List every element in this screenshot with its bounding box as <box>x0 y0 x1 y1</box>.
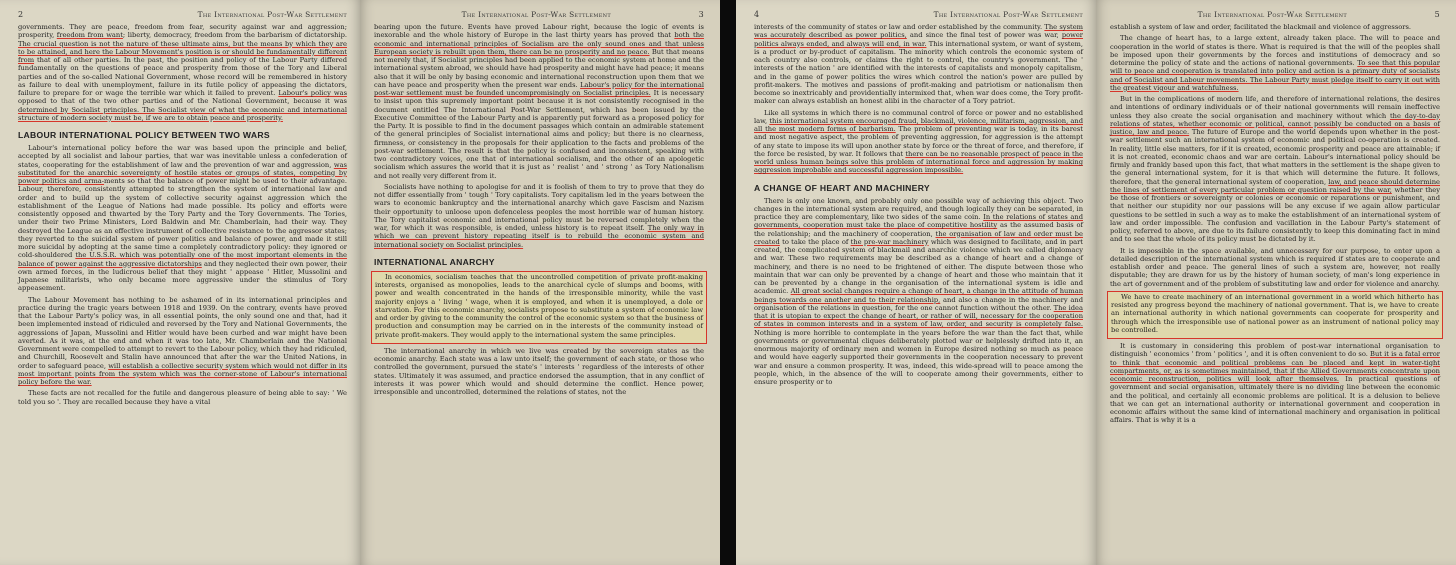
paragraph <box>754 197 1083 387</box>
paragraph <box>374 347 704 397</box>
text-run: ; liberty, democracy, freedom from the barbarism of dictatorship. <box>122 31 348 40</box>
text-run: It is impossible in the space available, and unnecessary for our purpose, to enter upon a detailed description of the international system which is required if states are to cooperate and establish order and peace. The general lines of such a system are, however, not really disputable; they are drawn for us by the history of human society, of man's long experience in the art of government and of the problem of substituting law and order for violence and anarchy. <box>1110 246 1440 288</box>
underlined-text: there can be no reasonable prospect of peace in the world unless human beings solve this problem of international force and aggression by making aggression improbable and successful aggression impossible. <box>754 149 1083 175</box>
underlined-text: will establish a collective security system which would not differ in its most important points from the system which was the corner-stone of Labour's international policy before the war. <box>18 361 347 386</box>
text-run: as the assumed basis of the relationship; and the machinery of cooperation, <box>754 221 1083 238</box>
left-spread <box>0 0 720 565</box>
page-4 <box>736 0 1096 565</box>
running-title: The International Post-War Settlement <box>1197 10 1347 19</box>
text-run: In economics, socialism teaches that the uncontrolled competition of private profit-making interests, organised as monopolies, leads to the anarchical cycle of slumps and booms, with power and wealth concentrated in the hands of the irresponsible minority, while the vast majority enjoys a ' living ' wage, when it is employed, and when it is unemployed, a dole or starvation. For this economic anarchy, socialists propose to substitute a system of economic law and order by giving to the community the control of the economic system so that the business of production and consumption may be carried on in the interests of the community instead of private profit-makers. They would apply to the international system the same principles. <box>375 272 704 339</box>
page-2 <box>0 0 360 565</box>
text-run: which was designed to facilitate, and in part created, the complicated system of blackmail and anarchic violence which we called diplomacy and war. These two requirements may be described as a change of heart and a change of machinery, and there is no need to be frightened of either. The dispute between those who maintain that war can only be prevented by a change of heart and those who maintain that it can be prevented by a change in the organisation of the international system is idle and academic. <box>754 237 1083 296</box>
paragraph <box>18 389 347 406</box>
running-head <box>18 10 347 19</box>
text-run: establish a system of law and order, facilitated the blackmail and violence of aggressors. <box>1110 23 1412 31</box>
underlined-text: To see that this popular will to peace and cooperation is translated into policy and action is a primary duty of socialists and of Socialist and Labour movements. The Labour Party must pledge itself to carry it out with the greatest vigour and watchfulness. <box>1110 59 1440 92</box>
highlighted-passage <box>1107 291 1443 339</box>
paragraph <box>1110 23 1440 31</box>
text-run: and also a change in the machinery and organisation of the relations in question, for the one cannot function without the other. <box>754 295 1083 312</box>
underlined-text: the U.S.S.R. which was potentially one of the most important elements in the balance of power against the aggressive dictatorships <box>18 251 348 268</box>
running-head <box>1110 10 1440 19</box>
running-head <box>374 10 704 19</box>
text-run: The problem of preventing war is today, in its barest and most negative aspect, the problem of preventing aggression, for aggression is the attempt of any state to impose its will upon another state by force or the threat of force, and therefore, if the force be resisted, by war. It follows that <box>754 125 1083 158</box>
running-title: The International Post-War Settlement <box>933 10 1083 19</box>
text-run: governments. They are peace, freedom from fear, security against war and aggression; prosperity, <box>18 23 347 40</box>
text-run: We have to create machinery of an international government in a world which hitherto has resisted any progress beyond the machinery of national government. That is, we have to create an international authority in which national governments can cooperate for prosperity and through which the irresponsible use of national power as an instrument of national policy may be controlled. <box>1111 292 1439 334</box>
section-heading: INTERNATIONAL ANARCHY <box>374 256 495 267</box>
text-run: and they neglected their own power, their own armed forces, in the ludicrous belief that they might ' appease ' Hitler, Mussolini and Japanese militarists, who only became more aggressive under the stimulus of Tory appeasement. <box>18 259 347 293</box>
paragraph <box>1111 293 1439 334</box>
text-run: The future of Europe and the world depends upon whether in the post-war settlement such an international system of economic and political co-operation is created. In reality, little else matters, for if it is created, economic prosperity and peace are attainable; if it is not created, economic chaos and war are certain. Labour's international policy should be firmly and frankly based upon this fact, that what matters in the settlement is the shape given to the general international system, for it is that which will determine the future. It follows, therefore, that the general international system of cooperation, <box>1110 128 1440 186</box>
text-run: and since the final test of power was war, <box>906 31 1062 40</box>
underlined-text: All great social changes require a change of heart, a change in the attitude of human beings towards one another and to their relationship, <box>754 287 1083 304</box>
underlined-text: The system was accurately described as power politics, <box>754 23 1083 40</box>
text-run: ments so that the balance of power might be used to their advantage. Labour, therefore, consistently attempted to strengthen the system of international law and order and to build up the system of collective security against aggression which the establishment of the League of Nations had made possible. Its policy and efforts were consistently opposed and thwarted by the Tory Party and the Tory Governments. The Tories, under their two Prime Ministers, Lord Baldwin and Mr. Chamberlain, had their way. They destroyed the League as an effective instrument of collective resistance to the aggressor states; they reverted to the suicidal system of power politics and balance of power, and made it still more suicidal by adopting at the same time a completely contradictory policy: they ignored or cold-shouldered <box>18 177 347 260</box>
text-run: opposed to that of the two other parties and of the National Government, because it was <box>18 97 347 106</box>
page-number: 3 <box>698 10 704 19</box>
paragraph <box>1110 247 1440 288</box>
text-run: bearing upon the future. Events have proved Labour right, because the logic of events is inexorable and the whole history of Europe in the last thirty years has proved that <box>374 23 704 40</box>
paragraph <box>18 296 347 387</box>
text-run: But in the complications of modern life, and therefore of international relations, the desires and intentions of ordinary individuals or of their national governments will remain ineffective unless they also create the social organisation and machinery without which <box>1110 95 1440 120</box>
underlined-text: The crucial question is not the nature of these ultimate aims, but the means by which they are to be attained, and here the Labour Movement's position is or should be fundamentally different from <box>18 39 347 64</box>
text-run: This international system, or want of system, is a product or by-product of capitalism. The minority which controls the economic system of each country also controls, or claims the right to control, the country's government. The ' interests of the nation ' are identified with the interests of capitalists and monopoly capitalism, and in the game of power politics the wires which control the nation's power are pulled by profit-makers. The motives and passions of profit-making and patriotism or nationalism then become so inextricably and providentially intermixed that, when war does come, the Tory profit-maker can always establish an honest alibi in the character of a Tory patriot. <box>754 39 1084 106</box>
right-spread <box>736 0 1456 565</box>
text-run: But that means not merely that, if Socialist principles had been applied to the economic system at home and the international system abroad, we should have had prosperity and might have had peace; it means also that it will be only by basing economic and international reconstruction upon them that we can have peace and prosperity when the present war ends. <box>374 47 704 89</box>
underlined-text: was substituted for the anarchic sovereignty of hostile states or groups of states, competing by power politics and arma- <box>18 160 347 185</box>
text-run: Nothing is more horrible to contemplate in the years before the war than the fact that, while governments or governmental cliques deliberately plotted war or helplessly drifted into it, an enormous majority of ordinary men and women in Europe desired nothing so much as peace and would have eagerly supported their governments in the cooperation necessary to prevent war and ensure a common prosperity. It was, indeed, this wide-spread will to peace among the people, which, in the absence of the will to cooperate among their governments, either to ensure prosperity or to <box>754 328 1083 386</box>
text-run: The international anarchy in which we live was created by the sovereign states as the economic anarchy. Each state was a law unto itself; the government of each state, or those who controlled the government, pursued the state's ' interests ' regardless of the interests of other states. Ultimately it was assumed, and practice endorsed the assumption, that in any conflict of interests it was power which would and should determine the conflict. Hence power, irresponsible and uncontrolled, determined the relations of states, not the <box>374 346 704 396</box>
page-number: 2 <box>18 10 24 19</box>
underlined-text: the pre-war machinery <box>850 237 929 246</box>
text-run: There is only one known, and probably only one possible way of achieving this object. Two changes in the international system are required, and though logically they can be separated, in practice they are complementary, like two sides of the same coin. <box>754 196 1083 221</box>
paragraph <box>1110 342 1440 425</box>
underlined-text: determined by Socialist principles. The Socialist view of what the economic and international structure of modern society must be, if we are to obtain peace and prosperity. <box>18 105 347 122</box>
paragraph <box>374 23 704 180</box>
page-5 <box>1096 0 1456 565</box>
page-3 <box>360 0 720 565</box>
paragraph <box>754 109 1083 175</box>
text-run: The Labour Movement has nothing to be ashamed of in its international principles and practice during the tragic years between 1918 and 1939. On the contrary, events have proved that the Labour Party's policy was, in all essential points, the only sound one and that, had it been implemented instead of ridiculed and reversed by the Tory and National Governments, the aggressions of Japan, Mussolini and Hitler would have been curbed and war might have been averted. As it was, at the end and when it was too late, Mr. Chamberlain and the National Government were compelled to attempt to revert to the Labour policy, which they had ridiculed, and Churchill, Roosevelt and Stalin have announced that after the war the United Nations, in order to safeguard peace, <box>18 295 347 370</box>
text-run: whether they be those of frontiers or sovereignty or colonies or economic or reparations or punishment, and that neither our stupidity nor our passions will be any excuse if we again allow particular questions to be settled in such a way as to make the establishment of an international system of law and order impossible. The confusion and vacillation in the Labour Party's statement of policy, referred to above, are due to its failure consistently to keep this dominating fact in mind and to see that the whole of its policy must be dictated by it. <box>1110 185 1441 244</box>
text-run: The change of heart has, to a large extent, already taken place. The will to peace and cooperation in the world of states is there. What is required is that the will of the peoples shall be imposed upon their governments by the forces and institutions of democracy and so determine the policy of state and the actions of national governments. <box>1110 34 1440 67</box>
text-run: It is necessary to insist upon this supremely important point because it is not consistently recognised in the document entitled The International Post-War Settlement, which has been issued by the Executive Committee of the Labour Party and is apparently put forward as a proposed policy for the Party. It is possible to find in the document passages which contain an admirable statement of the general principles of Socialist international aims and policy; but there is no clearness, firmness, or consistency in the proposals for their application to the facts and problems of the post-war settlement. The result is that the policy is confused and inconsistent, speaking with two contradictory voices, one that of international socialism, and the other of an apologetic socialism which assures the world that it is just as ' realist ' and ' strong ' as Tory Nationalism and not really very different from it. <box>374 89 704 180</box>
text-run: interests of the community of states or law and order established by the community. <box>754 23 1045 31</box>
text-run: Socialists have nothing to apologise for and it is foolish of them to try to prove that they do not differ essentially from ' tough ' Tory capitalists. Tory capitalism led in the years between the wars to economic bankruptcy and the international anarchy which gave Fascism and Nazism their opportunity to unloose upon defenceless peoples the most horrible war of human history. The Tory capitalist economic and international policy must be reversed completely when the war, for which it was responsible, is ended, unless history is to repeat itself. <box>374 182 704 232</box>
underlined-text: the organisation of law and order must be created <box>754 229 1083 246</box>
section-heading: LABOUR INTERNATIONAL POLICY BETWEEN TWO WARS <box>18 130 270 140</box>
text-run: In practical questions of government and social organisation, ultimately there is no dividing line between the economic and the political, and certainly all economic problems are political. It is a delusion to believe that we can get an international authority or international government and cooperation in economic affairs without the same kind of international machinery and organisation in political affairs. That is why it is a <box>1110 375 1440 425</box>
text-run: These facts are not recalled for the futile and dangerous pleasure of being able to say: ' We told you so '. They are recalled because they have a vital <box>18 389 347 406</box>
paragraph <box>18 144 347 293</box>
paragraph <box>754 23 1083 106</box>
section-heading: A CHANGE OF HEART AND MACHINERY <box>754 182 930 193</box>
underlined-text: Labour's policy for the international post-war settlement must be founded uncompromisingly on Socialist principles. <box>374 80 704 97</box>
running-title: The International Post-War Settlement <box>197 10 347 19</box>
underlined-text: In the relations of states and governments, cooperation must take the place of competitive hostility <box>754 213 1083 230</box>
highlighted-passage <box>371 271 707 344</box>
running-head <box>754 10 1083 19</box>
underlined-text: The only way in which we can prevent history repeating itself is to rebuild the economic system and international society on Socialist principles. <box>374 224 704 249</box>
underlined-text: both the economic and international principles of Socialism are the only sound ones and that unless European society is rebuilt upon them, there can be no prosperity and no peace. <box>374 31 704 56</box>
paragraph <box>1110 34 1440 92</box>
running-title: The International Post-War Settlement <box>461 10 611 19</box>
underlined-text: the day-to-day relations of states, whether economic or political, cannot possibly be conducted on a basis of justice, law and peace. <box>1110 111 1440 136</box>
paragraph <box>375 273 703 339</box>
underlined-text: But it is a fatal error to think that economic and political problems can be placed and kept in water-tight compartments, or, as is sometimes maintained, that if the Allied Governments concentrate upon economic reconstruction, politics will look after themselves. <box>1110 350 1440 383</box>
text-run: It is customary in considering this problem of post-war international organisation to distinguish ' economics ' from ' politics ', and it is often convenient to do so. <box>1110 342 1440 359</box>
paragraph <box>18 23 347 122</box>
text-run: to take the place of <box>779 237 851 246</box>
underlined-text: law, and peace should determine the lines of settlement of every particular problem or question raised by the war, <box>1110 177 1440 194</box>
underlined-text: Labour's policy was <box>278 89 347 97</box>
paragraph <box>374 183 704 249</box>
spread-divider <box>720 0 736 565</box>
underlined-text: this international system encouraged fraud, blackmail, violence, militarism, aggression, and all the most modern forms of barbarism. <box>754 116 1083 133</box>
text-run: Labour's international policy before the war was based upon the principle and belief, accepted by all socialist and labour parties, that war was inevitable unless a confederation of states, cooperating for the establishment of law and the prevention of war and aggression, <box>18 144 347 169</box>
page-number: 4 <box>754 10 760 19</box>
underlined-text: The idea that it is utopian to expect the change of heart, or rather of will, necessary for the cooperation of states in common interests and in a system of law, order, and security is completely false. <box>754 303 1083 329</box>
text-run: that of all other parties. In the past, the position and policy of the Labour Party differed fundamentally on the questions of peace and prosperity from those of the Tory and Liberal parties and of the so-called National Government, whose record will be remembered in history as failure to deal with unemployment, failure in its futile policy of appeasing the dictators, failure to prepare for or wage the terrible war which it failed to prevent. <box>18 56 347 97</box>
underlined-text: power politics always ended, and always will end, in war. <box>754 31 1083 48</box>
paragraph <box>1110 95 1440 244</box>
underlined-text: freedom from want <box>56 31 123 40</box>
page-number: 5 <box>1434 10 1440 19</box>
text-run: Like all systems in which there is no communal control of force or power and no established law, <box>754 108 1083 125</box>
